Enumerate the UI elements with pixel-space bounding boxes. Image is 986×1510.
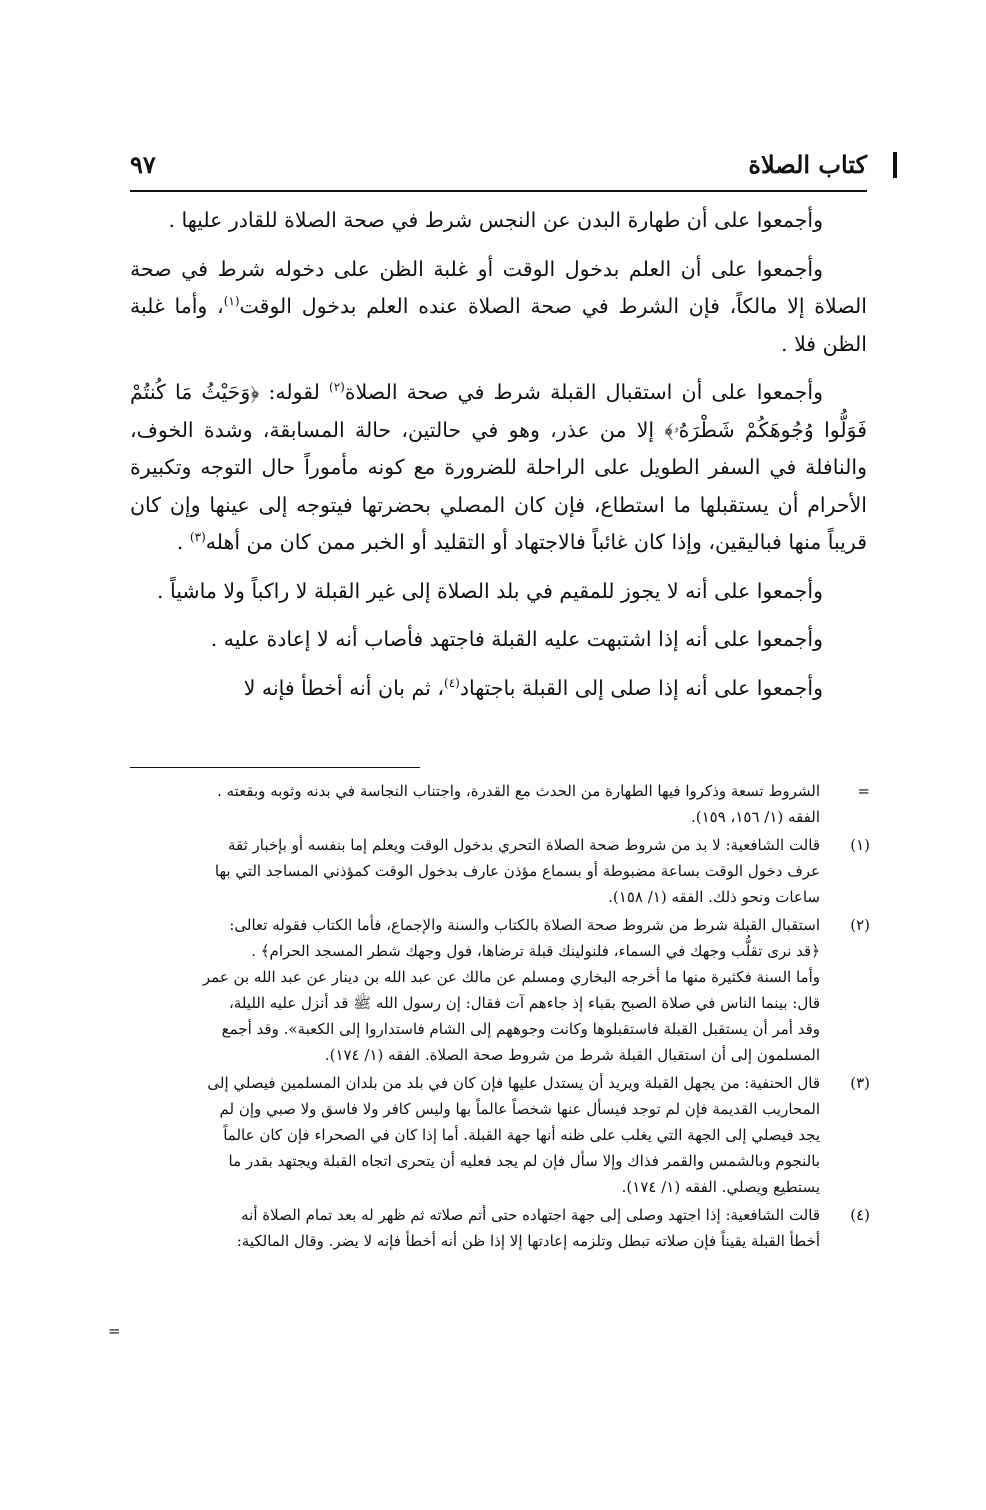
margin-marker bbox=[893, 152, 897, 178]
footnote-mark: (٢) bbox=[850, 916, 870, 934]
footnote-line: قال: بينما الناس في صلاة الصبح بقباء إذ جاءهم آت فقال: إن رسول الله ﷺ قد أنزل عليه الليلة، bbox=[228, 994, 820, 1012]
paragraph: وأجمعوا على أنه لا يجوز للمقيم في بلد الصلاة إلى غير القبلة لا راكباً ولا ماشياً . bbox=[156, 578, 823, 603]
running-header bbox=[130, 150, 867, 190]
header-rule bbox=[130, 190, 867, 192]
footnote-line: المسلمون إلى أن استقبال القبلة شرط من شروط صحة الصلاة. الفقه (١/ ١٧٤). bbox=[324, 1046, 820, 1064]
footnote-line: ﴿قد نرى تقلُّب وجهك في السماء، فلنولينك قبلة ترضاها، فول وجهك شطر المسجد الحرام﴾ . bbox=[251, 942, 820, 960]
footnote-mark: (٤) bbox=[850, 1206, 870, 1224]
footnote-line: قالت الشافعية: إذا اجتهد وصلى إلى جهة اجتهاده حتى أتم صلاته ثم ظهر له بعد تمام الصلاة أنه bbox=[241, 1206, 820, 1224]
footnote-line: المحاريب القديمة فإن لم توجد فيسأل عنها شخصاً عالماً بها وليس كافر ولا فاسق ولا صبي وإن لم bbox=[219, 1100, 820, 1118]
footnote-line: الشروط تسعة وذكروا فيها الطهارة من الحدث مع القدرة، واجتناب النجاسة في بدنه وثوبه وبقعته . bbox=[217, 782, 820, 800]
footnote-line: قال الحنفية: من يجهل القبلة ويريد أن يستدل عليها فإن كان في بلد من بلدان المسلمين فيصلي إلى bbox=[207, 1074, 820, 1092]
paragraph: وأجمعوا على أن العلم بدخول الوقت أو غلبة الظن على دخوله شرط في صحة الصلاة إلا مالكاً، فإن الشرط في صحة الصلاة عنده العلم بدخول الوقت$^{(١)}$، وأما غلبة الظن فلا . bbox=[130, 256, 867, 356]
footnote-line: بالنجوم وبالشمس والقمر فذاك وإلا سأل فإن لم يجد فعليه أن يتحرى اتجاه القبلة ويجتهد بقدر ما bbox=[228, 1152, 820, 1170]
footnote-ref: (٢) bbox=[329, 380, 345, 395]
page-number: ٩٧ bbox=[130, 150, 156, 179]
paragraph: وأجمعوا على أنه إذا اشتبهت عليه القبلة فاجتهد فأصاب أنه لا إعادة عليه . bbox=[210, 627, 823, 651]
footnote-line: الفقه (١/ ١٥٦، ١٥٩). bbox=[690, 808, 820, 826]
footnote-mark: (١) bbox=[850, 836, 870, 854]
footnote bbox=[118, 778, 870, 830]
paragraph: وأجمعوا على أن طهارة البدن عن النجس شرط في صحة الصلاة للقادر عليها . bbox=[168, 208, 823, 232]
footnote-line: يستطيع ويصلي. الفقه (١/ ١٧٤). bbox=[621, 1178, 820, 1196]
footnote bbox=[118, 832, 870, 910]
footnote-rule bbox=[130, 767, 420, 768]
footnote-line: قالت الشافعية: لا بد من شروط صحة الصلاة التحري بدخول الوقت ويعلم إما بنفسه أو بإخبار ثقة bbox=[227, 836, 820, 854]
paragraph: وأجمعوا على أن استقبال القبلة شرط في صحة الصلاة$^{(٢)}$ لقوله: ﴿وَحَيْثُ مَا كُنتُمْ فَوَلُّوا وُجُوهَكُمْ شَطْرَهُۥ﴾ إلا من عذر، وهو في حالتين، حالة المسابقة، وشدة الخوف، والنافلة في السفر الطويل على الراحلة للضرورة مع كونه مأموراً حال التوجه وتكبيرة الأحرام أن يستقبلها ما استطاع، فإن كان المصلي بحضرتها فيتوجه إلى عينها وإن كان قريباً منها فباليقين، وإذا كان غائباً فالاجتهاد أو التقليد أو الخبر ممن كان من أهله$^{(٣)}$ . bbox=[130, 380, 867, 554]
footnote bbox=[118, 1070, 870, 1200]
footnote-line: أخطأ القبلة يقيناً فإن صلاته تبطل وتلزمه إعادتها إلا إذا ظن أنه أخطأ فإنه لا يضر. وقال المالكية: bbox=[236, 1232, 820, 1250]
footnote-ref: (٣) bbox=[189, 530, 206, 545]
footnote-line: وأما السنة فكثيرة منها ما أخرجه البخاري ومسلم عن مالك عن عبد الله بن دينار عن عبد الله بن عمر bbox=[202, 968, 820, 986]
continuation-mark: = bbox=[108, 1322, 121, 1340]
footnote bbox=[118, 1202, 870, 1254]
footnote-line: يجد فيصلي إلى الجهة التي يغلب على ظنه أنها جهة القبلة. أما إذا كان في الصحراء فإن كان عالماً bbox=[223, 1126, 820, 1144]
footnote-line: استقبال القبلة شرط من شروط صحة الصلاة بالكتاب والسنة والإجماع، فأما الكتاب فقوله تعالى: bbox=[229, 916, 820, 934]
footnote-mark: = bbox=[857, 782, 870, 800]
footnote-mark: (٣) bbox=[850, 1074, 870, 1092]
footnote-ref: (١) bbox=[223, 294, 240, 309]
footnote-line: عرف دخول الوقت بساعة مضبوطة أو بسماع مؤذن عارف بدخول الوقت كمؤذني المساجد التي بها bbox=[214, 862, 820, 880]
footnote bbox=[118, 912, 870, 1068]
main-text bbox=[130, 202, 867, 718]
footnotes bbox=[118, 778, 870, 1256]
chapter-title: كتاب الصلاة bbox=[748, 150, 867, 179]
footnote-line: ساعات ونحو ذلك. الفقه (١/ ١٥٨). bbox=[608, 888, 820, 906]
footnote-line: وقد أمر أن يستقبل القبلة فاستقبلوها وكانت وجوههم إلى الشام فاستداروا إلى الكعبة». وقد أجمع bbox=[221, 1020, 820, 1038]
paragraph: وأجمعوا على أنه إذا صلى إلى القبلة باجتهاد$^{(٤)}$، ثم بان أنه أخطأ فإنه لا bbox=[243, 675, 823, 700]
footnote-ref: (٤) bbox=[444, 675, 460, 690]
